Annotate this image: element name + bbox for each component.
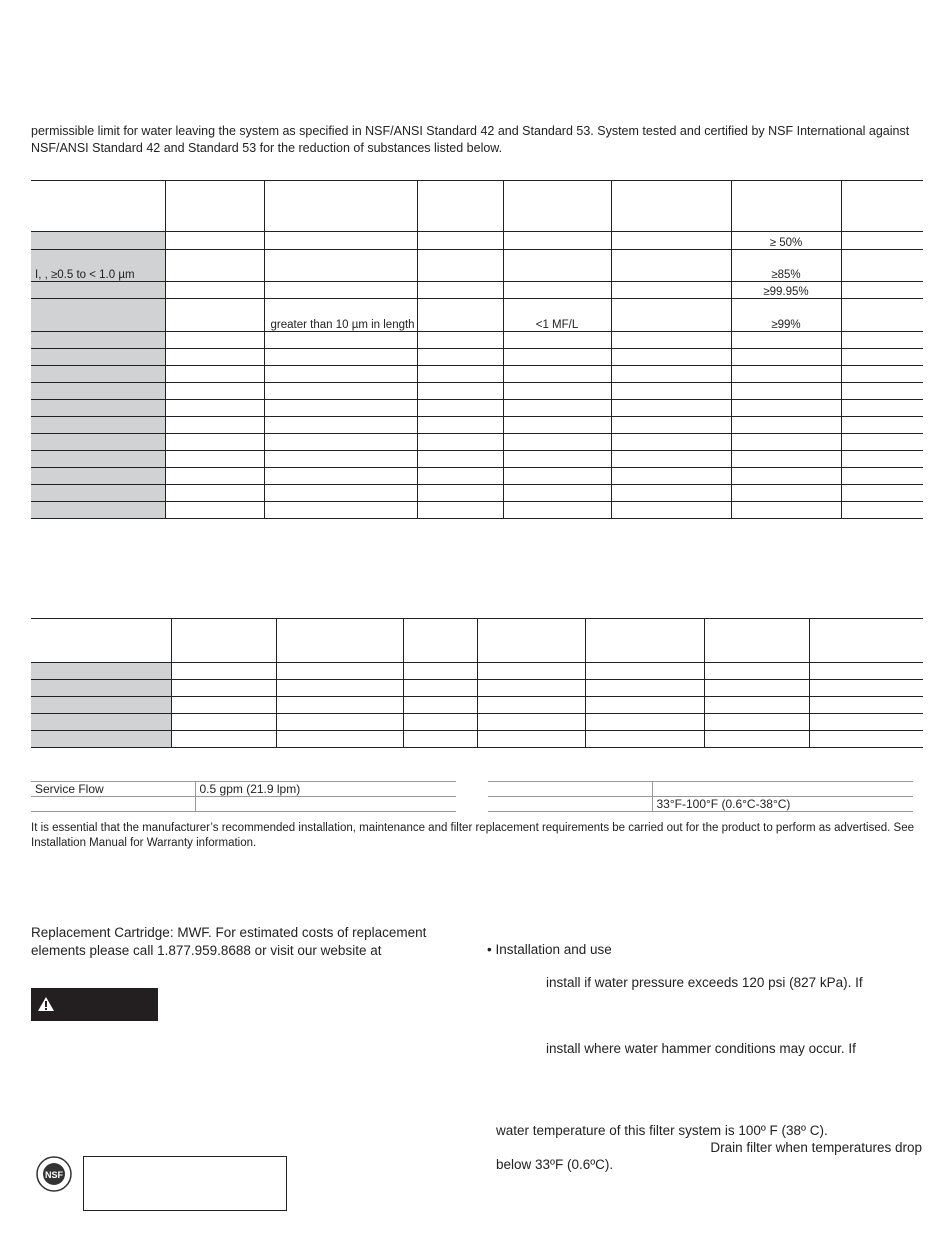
table-cell: ≥99.95% [731, 282, 841, 299]
table-row [31, 434, 923, 451]
service-flow-label: Service Flow [31, 782, 195, 797]
table-row [31, 714, 923, 731]
service-flow-value: 0.5 gpm (21.9 lpm) [195, 782, 456, 797]
installation-bullet: • Installation and use [487, 942, 612, 957]
certification-box [83, 1156, 287, 1211]
pressure-warning: install if water pressure exceeds 120 psi (827 kPa). If [546, 975, 863, 990]
table-row [31, 282, 923, 299]
table-row [31, 731, 923, 748]
spec-table-right [488, 781, 913, 812]
table-row [31, 332, 923, 349]
spec-table-left [31, 781, 456, 812]
temperature-text-1: water temperature of this filter system is 100º F (38º C). [496, 1123, 828, 1138]
reduction-table [31, 180, 923, 519]
table-row [31, 349, 923, 366]
table-row [31, 485, 923, 502]
table-cell: ≥ 50% [731, 232, 841, 250]
water-hammer-warning: install where water hammer conditions may occur. If [546, 1041, 856, 1056]
table-cell: ≥99% [731, 299, 841, 332]
temperature-text-3: below 33ºF (0.6ºC). [496, 1157, 614, 1172]
table-header-row [31, 619, 923, 663]
table-row [31, 502, 923, 519]
table-row [31, 680, 923, 697]
table-row [31, 366, 923, 383]
table-row [31, 468, 923, 485]
warning-icon [38, 997, 54, 1011]
svg-text:NSF: NSF [45, 1170, 63, 1180]
table-cell: ≥85% [731, 250, 841, 282]
replacement-cartridge-text: Replacement Cartridge: MWF. For estimated costs of replacement elements please call 1.877.959.8688 or visit our website at [31, 925, 427, 958]
table-row [31, 400, 923, 417]
nsf-certified-logo [36, 1156, 72, 1192]
table-row [31, 663, 923, 680]
table-row [31, 299, 923, 332]
warning-banner [31, 988, 158, 1021]
table-row [31, 697, 923, 714]
table-row [31, 417, 923, 434]
intro-paragraph: permissible limit for water leaving the system as specified in NSF/ANSI Standard 42 and Standard 53. System tested and certified by NSF International against NSF/ANSI Standard 42 and Standard 53 for the reduction of substances listed below. [31, 124, 910, 155]
table-row [31, 383, 923, 400]
warranty-note: It is essential that the manufacturer’s recommended installation, maintenance and filter replacement requirements be carried out for the product to perform as advertised. See Installation Manual for Warranty information. [31, 822, 914, 849]
table-cell: I, , ≥0.5 to < 1.0 µm [31, 250, 165, 282]
temperature-text-2: Drain filter when temperatures drop [710, 1140, 922, 1155]
table-row [31, 232, 923, 250]
secondary-table [31, 618, 923, 748]
table-cell: <1 MF/L [503, 299, 611, 332]
temperature-value: 33°F-100°F (0.6°C-38°C) [652, 797, 913, 812]
table-row [31, 451, 923, 468]
table-cell: greater than 10 µm in length [264, 299, 417, 332]
table-row [31, 250, 923, 282]
table-header-row [31, 181, 923, 232]
